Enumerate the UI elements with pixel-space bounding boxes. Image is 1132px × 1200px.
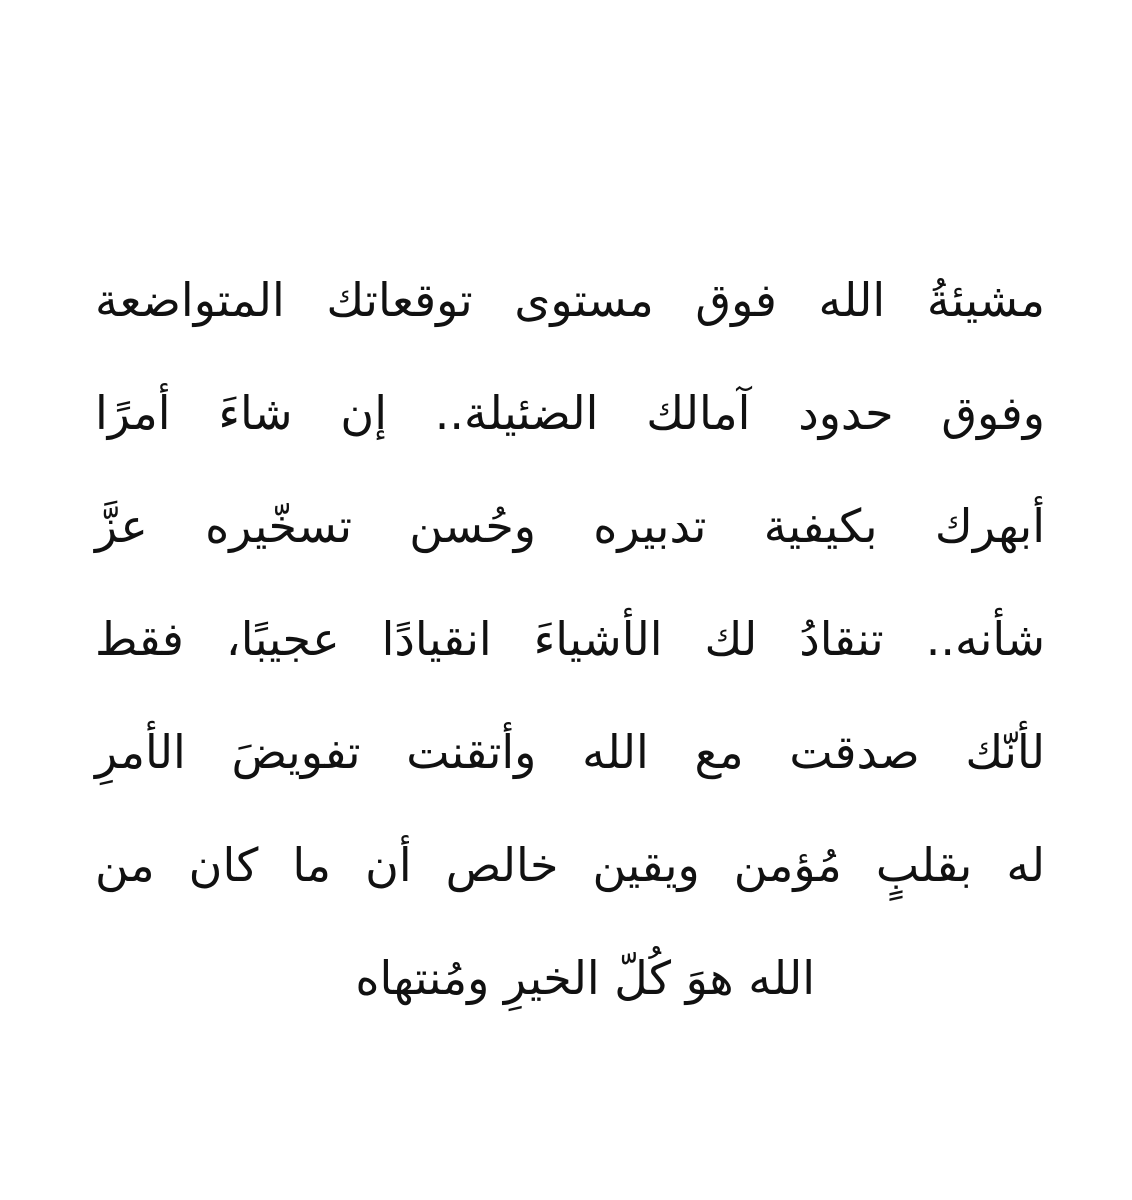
quote-line-4: شأنه.. تنقادُ لك الأشياءَ انقيادًا عجيبًا، فقط bbox=[95, 612, 1045, 666]
quote-text bbox=[95, 265, 1045, 1056]
quote-line-1: مشيئةُ الله فوق مستوى توقعاتك المتواضعة bbox=[95, 273, 1045, 327]
quote-line-5: لأنّك صدقت مع الله وأتقنت تفويضَ الأمرِ bbox=[95, 725, 1045, 779]
quote-line-3: أبهرك بكيفية تدبيره وحُسن تسخّيره عزَّ bbox=[95, 499, 1045, 553]
quote-line-7: الله هوَ كُلّ الخيرِ ومُنتهاه bbox=[355, 951, 815, 1005]
quote-line-2: وفوق حدود آمالك الضئيلة.. إن شاءَ أمرًا bbox=[95, 386, 1045, 440]
quote-line-6: له بقلبٍ مُؤمن ويقين خالص أن ما كان من bbox=[95, 838, 1045, 892]
